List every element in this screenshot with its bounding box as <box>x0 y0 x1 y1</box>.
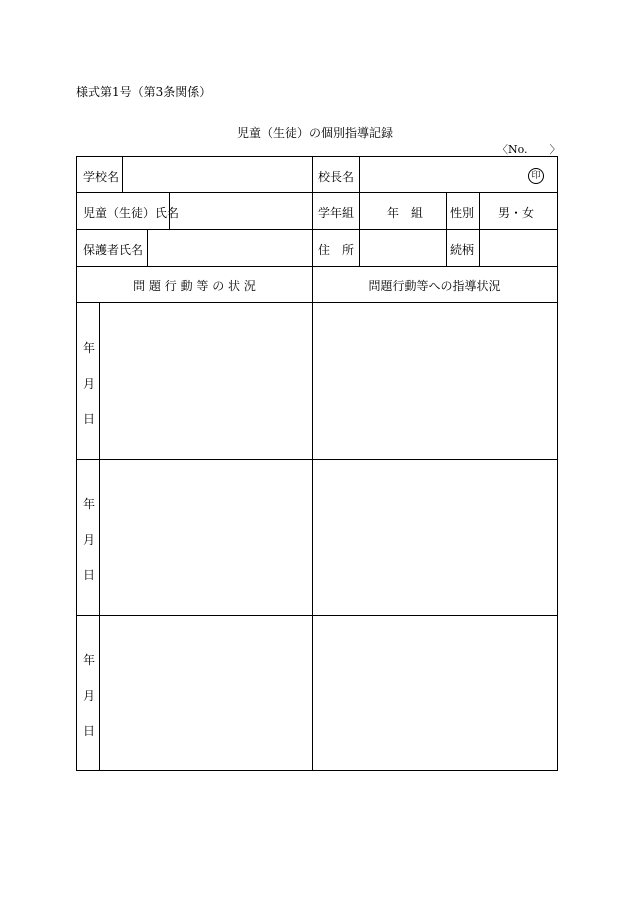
date-month-label: 月 <box>83 377 96 391</box>
guidance-status-header: 問題行動等への指導状況 <box>368 279 501 293</box>
problem-status-header: 問 題 行 動 等 の 状 況 <box>133 279 256 293</box>
principal-name-label: 校長名 <box>318 170 355 184</box>
row-divider <box>77 192 557 193</box>
row-divider <box>77 302 557 303</box>
school-name-label: 学校名 <box>83 170 120 184</box>
date-year-label: 年 <box>83 497 96 511</box>
record-form-table <box>76 156 558 771</box>
date-year-label: 年 <box>83 653 96 667</box>
col-divider <box>479 192 480 266</box>
date-month-label: 月 <box>83 689 96 703</box>
document-number: 〈No. 〉 <box>497 143 561 156</box>
gender-value: 男・女 <box>498 206 535 220</box>
col-divider <box>147 229 148 266</box>
gender-label: 性別 <box>450 206 475 220</box>
row-divider <box>77 229 557 230</box>
form-label: 様式第1号（第3条関係） <box>76 85 212 99</box>
row-divider <box>77 459 557 460</box>
seal-mark: 印 <box>528 168 544 184</box>
relationship-label: 続柄 <box>450 243 475 257</box>
date-column-divider <box>99 302 100 770</box>
col-divider <box>312 157 313 770</box>
col-divider <box>359 157 360 266</box>
date-year-label: 年 <box>83 341 96 355</box>
grade-class-label: 学年組 <box>318 206 355 220</box>
row-divider <box>77 615 557 616</box>
guardian-name-label: 保護者氏名 <box>83 243 144 257</box>
col-divider <box>446 192 447 266</box>
date-day-label: 日 <box>83 568 96 582</box>
address-label: 住 所 <box>318 243 355 257</box>
row-divider <box>77 266 557 267</box>
document-title: 児童（生徒）の個別指導記録 <box>236 126 393 140</box>
date-day-label: 日 <box>83 724 96 738</box>
col-divider <box>122 157 123 192</box>
date-day-label: 日 <box>83 412 96 426</box>
grade-class-value: 年 組 <box>387 206 424 220</box>
date-month-label: 月 <box>83 533 96 547</box>
student-name-label: 児童（生徒）氏名 <box>83 206 180 220</box>
